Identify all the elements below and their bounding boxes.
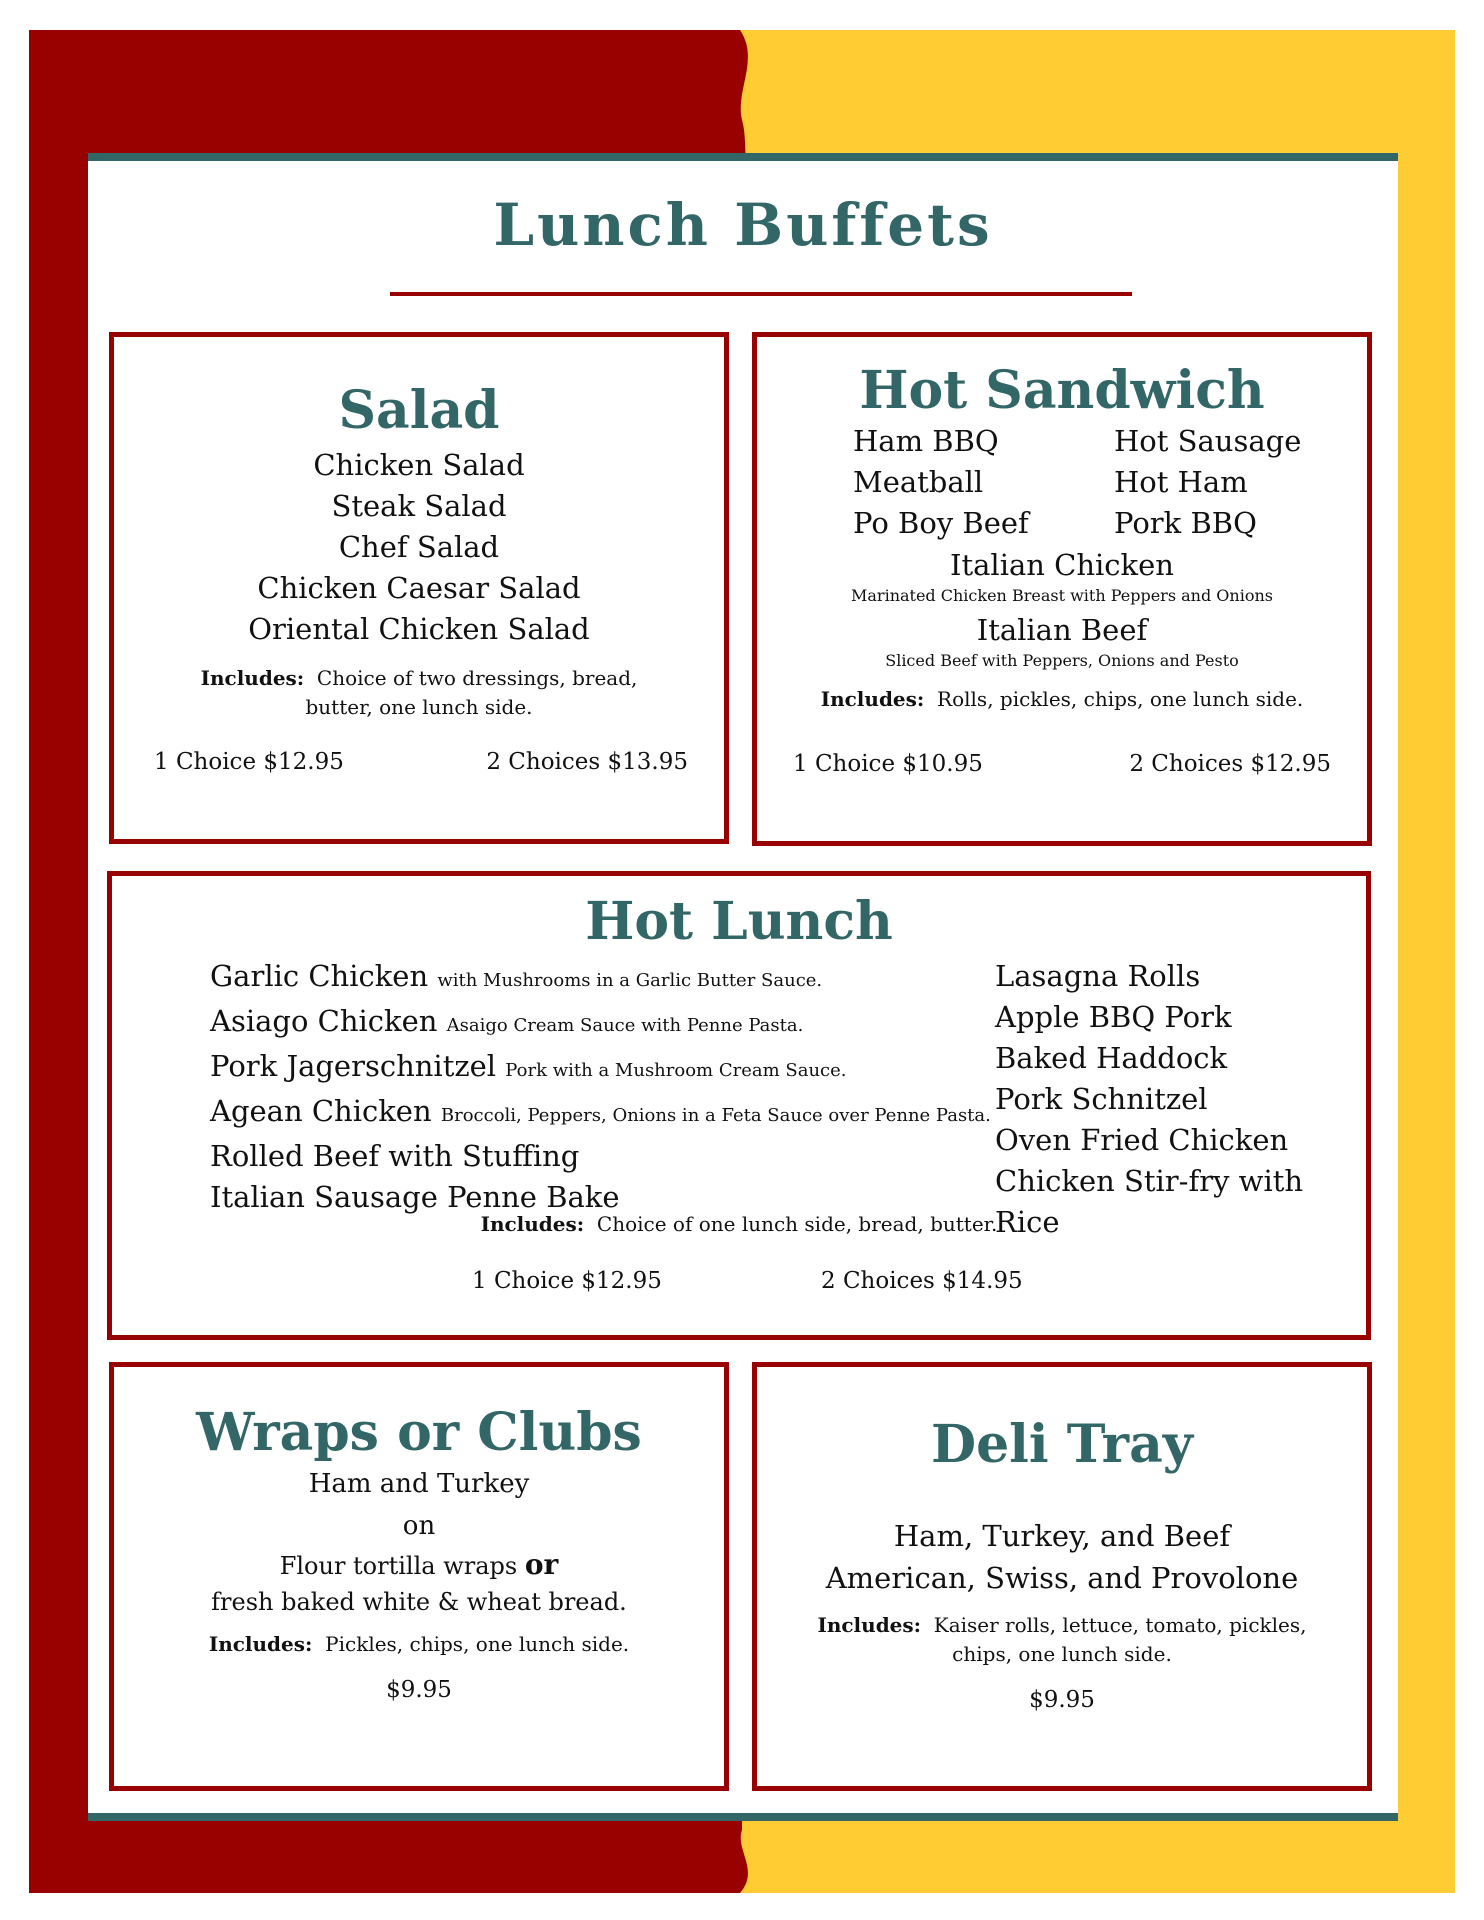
dish-name: Italian Sausage Penne Bake xyxy=(210,1180,620,1214)
includes-text: Rolls, pickles, chips, one lunch side. xyxy=(937,687,1304,711)
hot-lunch-left-list xyxy=(210,956,991,1218)
list-item xyxy=(210,1046,991,1091)
includes-label: Includes: xyxy=(820,687,925,711)
list-item xyxy=(210,1136,991,1177)
deli-price: $9.95 xyxy=(1029,1687,1095,1713)
hot-lunch-right-list xyxy=(995,956,1366,1243)
deli-lines xyxy=(757,1515,1367,1599)
list-item xyxy=(210,1091,991,1136)
hot-sandwich-heading: Hot Sandwich xyxy=(859,360,1265,421)
includes-text: Kaiser rolls, lettuce, tomato, pickles, chips, one lunch side. xyxy=(933,1613,1307,1666)
salad-items xyxy=(114,445,724,650)
sandwich-price-two: 2 Choices $12.95 xyxy=(1129,751,1331,777)
deli-tray-section xyxy=(752,1362,1372,1791)
wraps-or: or xyxy=(524,1548,559,1581)
hot-lunch-price-one: 1 Choice $12.95 xyxy=(472,1268,662,1294)
list-item: Chicken Stir-fry with Rice xyxy=(995,1164,1304,1239)
salad-item: Oriental Chicken Salad xyxy=(248,612,590,646)
salad-price-two: 2 Choices $13.95 xyxy=(486,749,688,775)
list-item: Pork Schnitzel xyxy=(995,1082,1208,1116)
sandwich-item: Po Boy Beef xyxy=(853,506,1029,540)
salad-item: Steak Salad xyxy=(331,489,507,523)
salad-price-one: 1 Choice $12.95 xyxy=(154,749,344,775)
salad-item: Chef Salad xyxy=(338,530,500,564)
hot-lunch-heading: Hot Lunch xyxy=(585,891,893,952)
hot-lunch-includes xyxy=(112,1210,1366,1239)
dish-desc: Asaigo Cream Sauce with Penne Pasta. xyxy=(446,1015,804,1036)
includes-label: Includes: xyxy=(480,1212,585,1236)
wraps-section xyxy=(109,1362,729,1791)
list-item: Oven Fried Chicken xyxy=(995,1123,1289,1157)
includes-label: Includes: xyxy=(817,1613,922,1637)
wraps-heading: Wraps or Clubs xyxy=(196,1402,642,1463)
deli-line: American, Swiss, and Provolone xyxy=(825,1561,1299,1595)
featured-item-name: Italian Chicken xyxy=(950,548,1174,582)
salad-includes xyxy=(174,664,664,722)
wraps-option: Flour tortilla wraps xyxy=(279,1552,518,1580)
dish-name: Rolled Beef with Stuffing xyxy=(210,1139,580,1173)
sandwich-item: Meatball xyxy=(853,465,984,499)
wraps-line: Ham and Turkey xyxy=(308,1469,530,1499)
deli-includes xyxy=(817,1611,1307,1669)
sandwich-item: Ham BBQ xyxy=(853,424,999,458)
dish-desc: Pork with a Mushroom Cream Sauce. xyxy=(505,1060,847,1081)
salad-item: Chicken Salad xyxy=(313,448,525,482)
sandwich-column-right xyxy=(1114,421,1301,544)
sandwich-item: Hot Sausage xyxy=(1114,424,1302,458)
deli-tray-heading: Deli Tray xyxy=(930,1414,1193,1475)
wraps-line xyxy=(114,1547,724,1584)
dish-name: Asiago Chicken xyxy=(210,1004,438,1038)
sandwich-column-left xyxy=(853,421,1029,544)
sandwich-grid xyxy=(757,421,1367,545)
includes-label: Includes: xyxy=(200,666,305,690)
list-item xyxy=(210,956,991,1001)
deli-line: Ham, Turkey, and Beef xyxy=(893,1519,1231,1553)
salad-heading: Salad xyxy=(338,380,500,441)
sandwich-item: Hot Ham xyxy=(1114,465,1248,499)
wraps-includes xyxy=(114,1630,724,1659)
includes-text: Pickles, chips, one lunch side. xyxy=(325,1632,630,1656)
featured-item-desc: Marinated Chicken Breast with Peppers and Onions xyxy=(851,586,1273,605)
list-item: Lasagna Rolls xyxy=(995,959,1201,993)
title-divider xyxy=(390,292,1132,296)
featured-item-name: Italian Beef xyxy=(976,613,1148,647)
list-item xyxy=(210,1001,991,1046)
includes-text: Choice of one lunch side, bread, butter. xyxy=(596,1212,998,1236)
dish-name: Garlic Chicken xyxy=(210,959,429,993)
dish-desc: with Mushrooms in a Garlic Butter Sauce. xyxy=(437,970,823,991)
includes-label: Includes: xyxy=(208,1632,313,1656)
salad-item: Chicken Caesar Salad xyxy=(257,571,581,605)
list-item: Baked Haddock xyxy=(995,1041,1228,1075)
sandwich-item: Pork BBQ xyxy=(1114,506,1257,540)
hot-lunch-section xyxy=(107,871,1371,1340)
wraps-line: fresh baked white & wheat bread. xyxy=(211,1588,627,1616)
sandwich-price-one: 1 Choice $10.95 xyxy=(793,751,983,777)
list-item: Apple BBQ Pork xyxy=(995,1000,1232,1034)
page-title: Lunch Buffets xyxy=(493,191,993,259)
dish-name: Agean Chicken xyxy=(210,1094,432,1128)
sandwich-includes xyxy=(757,685,1367,714)
salad-section xyxy=(109,332,729,844)
includes-text: Choice of two dressings, bread, butter, one lunch side. xyxy=(305,666,638,719)
sandwich-featured xyxy=(757,545,1367,671)
hot-lunch-price-two: 2 Choices $14.95 xyxy=(821,1268,1023,1294)
featured-item-desc: Sliced Beef with Peppers, Onions and Pesto xyxy=(885,651,1239,670)
dish-name: Pork Jagerschnitzel xyxy=(210,1049,497,1083)
hot-sandwich-section xyxy=(752,332,1372,846)
wraps-line: on xyxy=(402,1511,436,1541)
wraps-price: $9.95 xyxy=(386,1677,452,1703)
dish-desc: Broccoli, Peppers, Onions in a Feta Sauce over Penne Pasta. xyxy=(440,1105,991,1126)
